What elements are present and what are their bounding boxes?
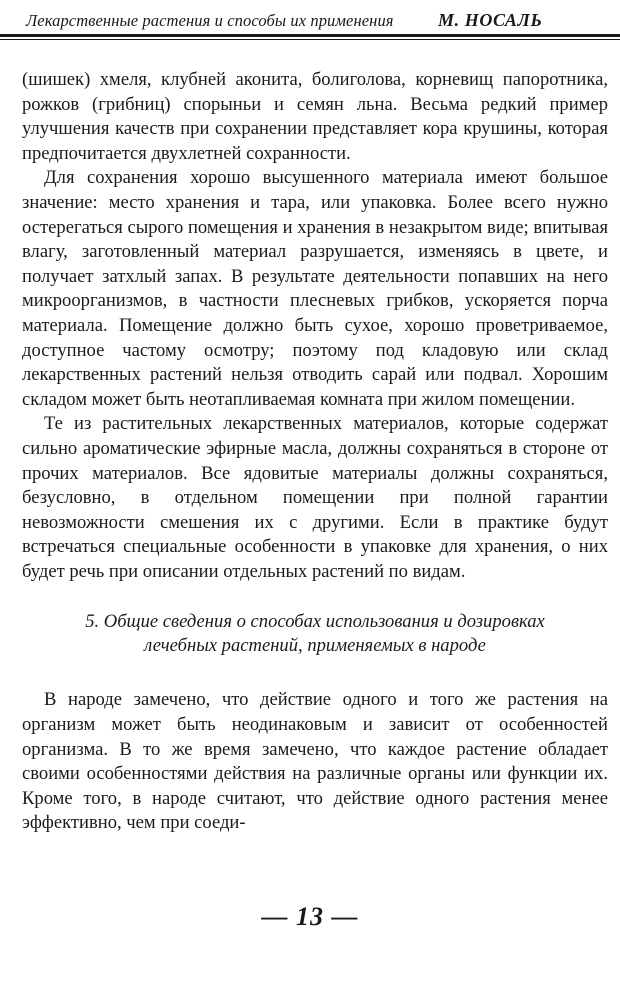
page-body	[22, 68, 608, 836]
paragraph-aromatic-poisonous: Те из растительных лекарственных материалов, которые содержат сильно ароматические эфирные масла, должны сохраняться в стороне от прочих материалов. Все ядовитые материалы должны сохраняться, безусловно, в отдельном помещении при полной гарантии невозможности смешения их с другими. Если в практике будут встречаться специальные особенности в упаковке для хранения, о них будет речь при описании отдельных растений по видам.	[22, 413, 608, 582]
section-paragraph: В народе замечено, что действие одного и того же растения на организм может быть неодинаковым и зависит от особенностей организма. В то же время замечено, что каждое растение обладает своими особенностями действия на различные органы или функции их. Кроме того, в народе считают, что действие одного растения менее эффективно, чем при соеди-	[22, 689, 608, 834]
header-book-title: Лекарственные растения и способы их применения	[26, 11, 394, 30]
paragraph-storage: Для сохранения хорошо высушенного материала имеют большое значение: место хранения и тара, или упаковка. Более всего нужно остерегаться сырого помещения и хранения в незакрытом виде; впитывая влагу, заготовленный материал разрушается, изменяясь в цвете, и получает затхлый запах. В результате деятельности попавших на него микроорганизмов, в частности плесневых грибков, ускоряется порча материала. Помещение должно быть сухое, хорошо проветриваемое, доступное частому осмотру; поэтому под кладовую или склад лекарственных растений нельзя отводить сарай или подвал. Хорошим складом может быть неотапливаемая комната при жилом помещении.	[22, 167, 608, 410]
page-number: — 13 —	[261, 902, 359, 931]
section-heading-line-2: лечебных растений, применяемых в народе	[144, 635, 486, 657]
section-heading-line-1: 5. Общие сведения о способах использования и дозировках	[85, 611, 545, 633]
header-rule	[0, 34, 620, 37]
running-header	[0, 4, 620, 38]
header-author: М. НОСАЛЬ	[438, 10, 543, 30]
section-heading	[22, 610, 608, 658]
paragraph-continued: (шишек) хмеля, клубней аконита, болиголова, корневищ папоротника, рожков (грибниц) спорыньи и семян льна. Весьма редкий пример улучшения качеств при сохранении представляет кора крушины, которая предпочитается двухлетней сохранности.	[22, 69, 608, 164]
header-rule-thin	[0, 39, 620, 40]
